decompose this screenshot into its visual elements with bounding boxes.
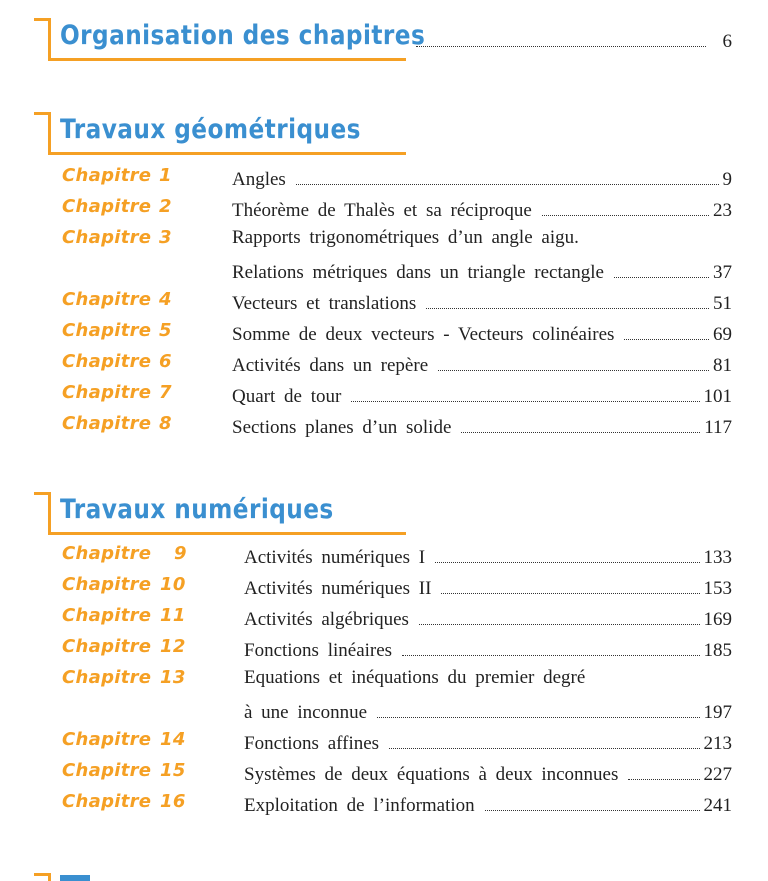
chapter-label: Chapitre 5 (62, 320, 172, 341)
chapter-entry: Théorème de Thalès et sa réciproque 23 (232, 200, 732, 221)
toc-row[interactable] (0, 729, 768, 757)
heading-underline (48, 58, 406, 61)
toc-row[interactable] (0, 636, 768, 664)
chapter-entry: Relations métriques dans un triangle rectangle 37 (232, 262, 732, 283)
toc-row[interactable] (0, 605, 768, 633)
toc-row[interactable] (0, 165, 768, 193)
chapter-entry: Quart de tour 101 (232, 386, 732, 407)
chapter-label: Chapitre 16 (62, 791, 186, 812)
chapter-label: Chapitre 8 (62, 413, 172, 434)
chapter-entry: Activités dans un repère 81 (232, 355, 732, 376)
chapter-entry: Fonctions linéaires 185 (244, 640, 732, 661)
toc-row[interactable] (0, 574, 768, 602)
toc-row[interactable] (0, 413, 768, 441)
chapter-entry: Exploitation de l’information 241 (244, 795, 732, 816)
toc-row-continued[interactable] (0, 698, 768, 726)
chapter-entry: Sections planes d’un solide 117 (232, 417, 732, 438)
section-title: Travaux géométriques (60, 114, 361, 145)
chapter-label: Chapitre 6 (62, 351, 172, 372)
chapter-entry: Systèmes de deux équations à deux inconnues 227 (244, 764, 732, 785)
next-section-heading-cropped (34, 873, 94, 881)
section-organisation (34, 18, 426, 62)
chapter-label: Chapitre 3 (62, 227, 172, 248)
chapter-entry: Somme de deux vecteurs - Vecteurs colinéaires 69 (232, 324, 732, 345)
chapter-entry: Fonctions affines 213 (244, 733, 732, 754)
toc-row[interactable] (0, 543, 768, 571)
section-title: Travaux numériques (60, 494, 334, 525)
toc-row[interactable] (0, 791, 768, 819)
chapter-label: Chapitre 12 (62, 636, 186, 657)
chapter-label: Chapitre 13 (62, 667, 186, 688)
toc-row-continued[interactable] (0, 258, 768, 286)
chapter-label: Chapitre 1 (62, 165, 172, 186)
chapter-label: Chapitre 14 (62, 729, 186, 750)
page-number: 6 (722, 31, 732, 52)
chapter-label: Chapitre 7 (62, 382, 172, 403)
chapter-entry: à une inconnue 197 (244, 702, 732, 723)
chapter-entry: Activités numériques II 153 (244, 578, 732, 599)
chapter-entry: Activités algébriques 169 (244, 609, 732, 630)
section-geometrie (34, 112, 406, 156)
chapter-entry: Activités numériques I 133 (244, 547, 732, 568)
toc-row[interactable] (0, 760, 768, 788)
toc-row[interactable] (0, 320, 768, 348)
chapter-label: Chapitre 4 (62, 289, 172, 310)
chapter-label: Chapitre 10 (62, 574, 186, 595)
chapter-label: Chapitre 15 (62, 760, 186, 781)
chapter-title-line1: Rapports trigonométriques d’un angle aigu. (232, 227, 579, 248)
toc-row[interactable] (0, 667, 768, 695)
chapter-title-line1: Equations et inéquations du premier degré (244, 667, 586, 688)
chapter-entry: Angles 9 (232, 169, 732, 190)
toc-row[interactable] (0, 227, 768, 255)
toc-row[interactable] (0, 382, 768, 410)
chapter-label: Chapitre 2 (62, 196, 172, 217)
section-title: Organisation des chapitres (60, 20, 426, 51)
heading-underline (48, 532, 406, 535)
section-numerique (34, 492, 406, 536)
chapter-label: Chapitre 9 (62, 543, 187, 564)
toc-row[interactable] (0, 351, 768, 379)
heading-underline (48, 152, 406, 155)
chapter-label: Chapitre 11 (62, 605, 186, 626)
toc-row[interactable] (0, 196, 768, 224)
chapter-entry: Vecteurs et translations 51 (232, 293, 732, 314)
toc-row[interactable] (0, 289, 768, 317)
dot-leader (416, 36, 706, 47)
